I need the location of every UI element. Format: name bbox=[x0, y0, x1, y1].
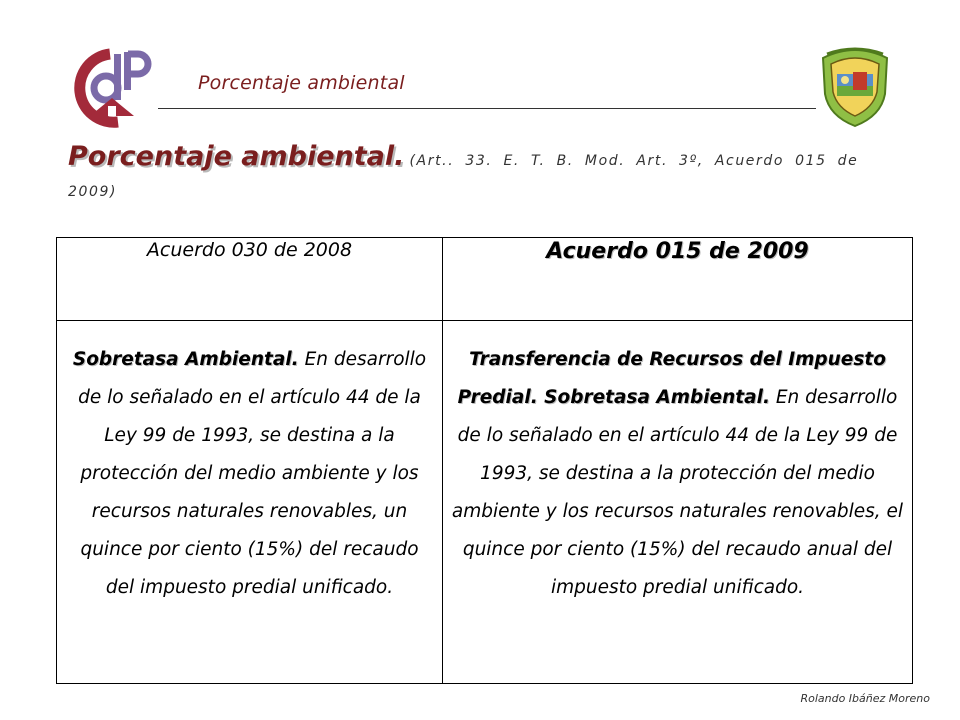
header-title: Porcentaje ambiental bbox=[198, 72, 405, 94]
table-cell bbox=[443, 321, 913, 684]
heading-title: Porcentaje ambiental. bbox=[68, 141, 405, 172]
cell-body: En desarrollo de lo señalado en el artículo 44 de la Ley 99 de 1993, se destina a la protección del medio ambiente y los recursos naturales renovables, el quince por ciento (15%) del recaudo anual del impuesto predial unificado. bbox=[451, 387, 904, 598]
comparison-table bbox=[56, 237, 913, 684]
cdp-logo-icon bbox=[66, 44, 156, 128]
table-row bbox=[57, 321, 913, 684]
section-heading bbox=[68, 142, 894, 207]
heading-reference: (Art.. 33. E. T. B. Mod. Art. 3º, Acuerdo 015 de 2009) bbox=[68, 153, 859, 200]
cell-lead: Transferencia de Recursos del Impuesto Predial. Sobretasa Ambiental. bbox=[457, 349, 886, 408]
column-header bbox=[443, 238, 913, 321]
coat-of-arms-shield-icon bbox=[817, 44, 893, 128]
footer-author: Rolando Ibáñez Moreno bbox=[800, 692, 930, 705]
header-divider bbox=[158, 108, 816, 109]
column-header bbox=[57, 238, 443, 321]
cell-paragraph bbox=[451, 341, 904, 607]
column-header-label: Acuerdo 015 de 2009 bbox=[546, 239, 809, 264]
cell-lead: Sobretasa Ambiental. bbox=[72, 349, 299, 370]
table-cell bbox=[57, 321, 443, 684]
cell-paragraph bbox=[65, 341, 434, 607]
table-header-row bbox=[57, 238, 913, 321]
cell-body: En desarrollo de lo señalado en el artículo 44 de la Ley 99 de 1993, se destina a la protección del medio ambiente y los recursos naturales renovables, un quince por ciento (15%) del recaudo del impuesto predial unificado. bbox=[78, 349, 427, 598]
column-header-label: Acuerdo 030 de 2008 bbox=[146, 239, 353, 261]
